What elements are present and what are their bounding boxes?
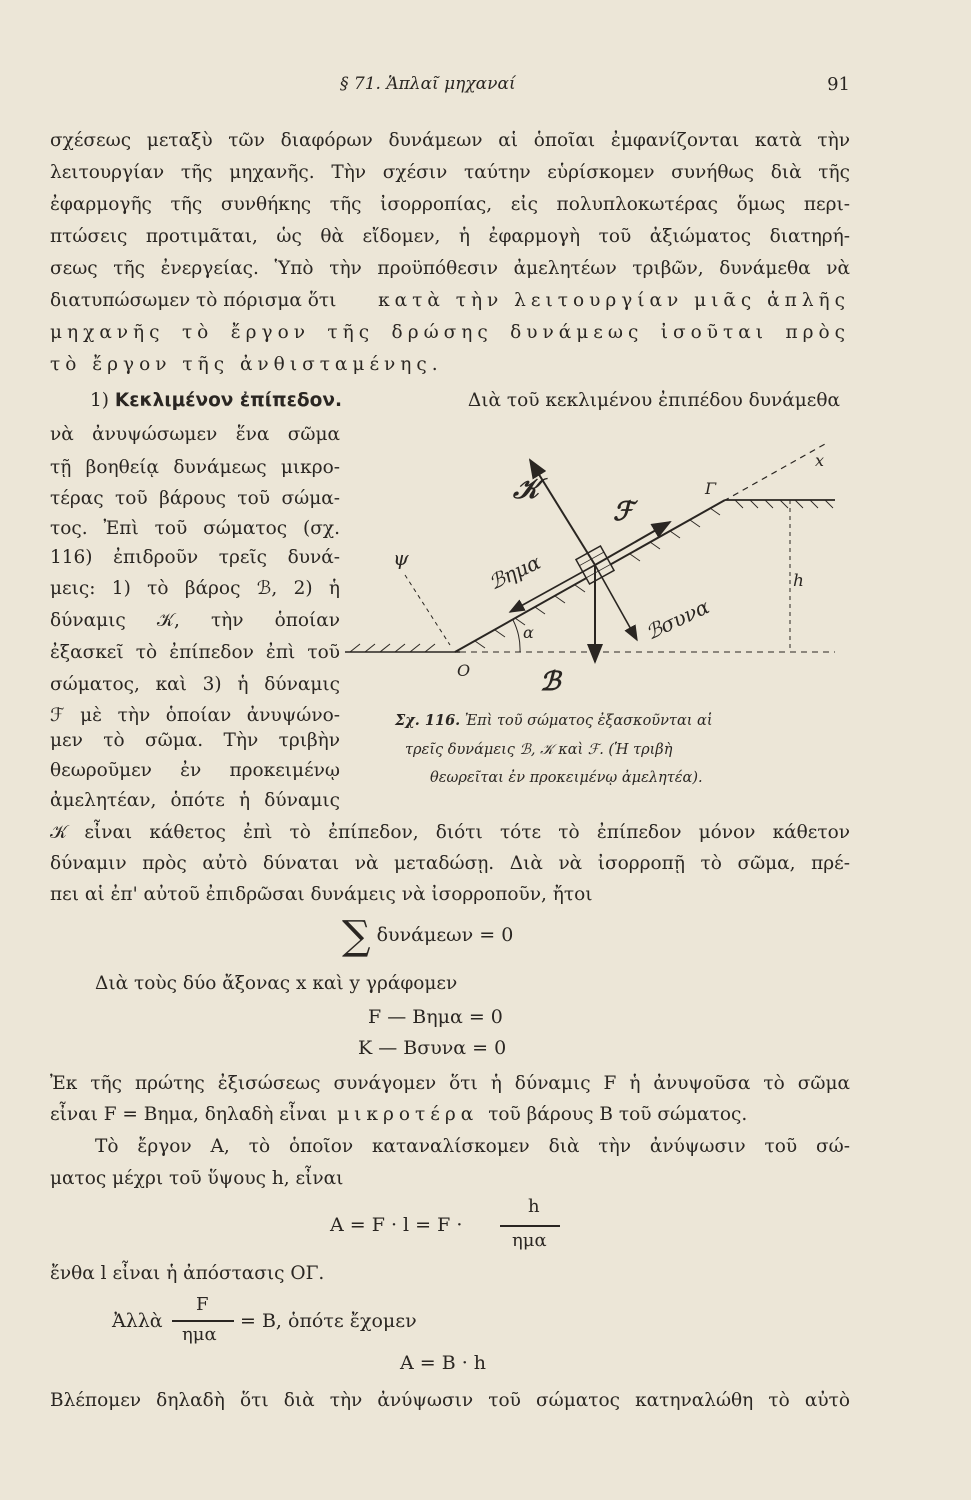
fraction-denominator: ημα — [512, 1230, 547, 1251]
fraction-denominator: ημα — [182, 1324, 217, 1345]
figure-caption-line — [395, 712, 713, 729]
label-psi: ψ — [393, 546, 409, 570]
text-line: τῇ βοηθείᾳ δυνάμεως μικρο- — [50, 457, 340, 478]
label-h: h — [793, 571, 804, 591]
label-F: ℱ — [613, 497, 634, 527]
text-line: σχέσεως μεταξὺ τῶν διαφόρων δυνάμεων αἱ ὁποῖαι ἐμφανίζονται κατὰ τὴν — [50, 130, 850, 151]
text-line: μεν τὸ σῶμα. Τὴν τριβὴν — [50, 730, 340, 751]
running-title: § 71. Ἁπλαῖ μηχαναί — [340, 74, 516, 94]
label-Gamma: Γ — [705, 479, 717, 498]
text-line: νὰ ἀνυψώσωμεν ἕνα σῶμα — [50, 424, 340, 445]
spaced-emphasis: τὸ ἔργον τῆς ἀνθισταμένης. — [50, 354, 443, 375]
text-line: τος. Ἐπὶ τοῦ σώματος (σχ. — [50, 518, 340, 539]
sum-symbol: ∑ — [342, 913, 371, 959]
text-line — [50, 292, 850, 311]
label-B-sin: ℬημα — [484, 549, 545, 595]
text-fragment: τοῦ βάρους B τοῦ σώματος. — [488, 1104, 748, 1125]
section-heading-line — [90, 392, 840, 411]
spaced-emphasis: μικροτέρα — [337, 1104, 479, 1125]
label-x: x — [815, 451, 825, 470]
alla-word: Ἀλλὰ — [112, 1310, 163, 1332]
text-line: Ἐκ τῆς πρώτης ἐξισώσεως συνάγομεν ὅτι ἡ δύναμις F ἡ ἀνυψοῦσα τὸ σῶμα — [50, 1073, 850, 1094]
caption-label: Σχ. 116. — [395, 712, 461, 729]
page-header — [50, 74, 850, 100]
text-line — [50, 1106, 850, 1125]
text-line: ἐφαρμογῆς τῆς συνθήκης τῆς ἰσορροπίας, εἰς πολυπλοκωτέρας ὅμως περι- — [50, 194, 850, 215]
equation-1: F — Bημα = 0 — [368, 1006, 503, 1028]
text-line: Βλέπομεν δηλαδὴ ὅτι διὰ τὴν ἀνύψωσιν τοῦ σώματος κατηναλώθη τὸ αὐτὸ — [50, 1390, 850, 1411]
text-line: λειτουργίαν τῆς μηχανῆς. Τὴν σχέσιν ταύτην εὑρίσκομεν συνήθως διὰ τῆς — [50, 162, 850, 183]
spaced-emphasis: μηχανῆς τὸ ἔργον τῆς δρώσης δυνάμεως ἰσοῦται πρὸς — [50, 322, 850, 343]
text-line: 𝒦 εἶναι κάθετος ἐπὶ τὸ ἐπίπεδον, διότι τότε τὸ ἐπίπεδον μόνον κάθετον — [50, 822, 850, 843]
text-line: 116) ἐπιδροῦν τρεῖς δυνά- — [50, 547, 340, 568]
figure-116-inclined-plane — [345, 440, 845, 700]
label-B-cos: ℬσυνα — [641, 594, 714, 645]
sum-text: δυνάμεων = 0 — [376, 924, 514, 946]
text-line: σώματος, καὶ 3) ἡ δύναμις — [50, 674, 340, 695]
equation-sum — [342, 913, 514, 959]
text-line: ἐξασκεῖ τὸ ἐπίπεδον ἐπὶ τοῦ — [50, 642, 340, 663]
label-K: 𝒦 — [513, 472, 540, 505]
fraction-bar — [172, 1320, 234, 1322]
text-line: Τὸ ἔργον A, τὸ ὁποῖον καταναλίσκομεν διὰ τὴν ἀνύψωσιν τοῦ σώ- — [95, 1136, 850, 1157]
equation-A: A = F · l = F · — [330, 1214, 463, 1236]
figure-caption-line: τρεῖς δυνάμεις ℬ, 𝒦 καὶ ℱ. (Ἡ τριβὴ — [405, 742, 673, 758]
text-line: ματος μέχρι τοῦ ὕψους h, εἶναι — [50, 1168, 344, 1189]
section-number: 1) — [90, 390, 109, 411]
text-line: θεωροῦμεν ἐν προκειμένῳ — [50, 760, 340, 781]
text-line: ἀμελητέαν, ὁπότε ἡ δύναμις — [50, 790, 340, 811]
text-line: τέρας τοῦ βάρους τοῦ σώμα- — [50, 488, 340, 509]
equation-final: A = B · h — [400, 1352, 487, 1374]
text-fragment: Διὰ τοῦ κεκλιμένου ἐπιπέδου δυνάμεθα — [467, 390, 840, 411]
text-line: μεις: 1) τὸ βάρος ℬ, 2) ἡ — [50, 578, 340, 599]
text-line: πει αἱ ἐπ' αὐτοῦ ἐπιδρῶσαι δυνάμεις νὰ ἰσορροποῦν, ἤτοι — [50, 884, 593, 905]
label-O: O — [457, 661, 471, 680]
spaced-emphasis: κατὰ τὴν λειτουργίαν μιᾶς ἁπλῆς — [378, 290, 850, 311]
text-line: ἔνθα l εἶναι ἡ ἀπόστασις OΓ. — [50, 1263, 325, 1284]
page-number: 91 — [827, 74, 850, 95]
text-line: Διὰ τοὺς δύο ἄξονας x καὶ y γράφομεν — [95, 973, 458, 994]
equation-2: K — Bσυνα = 0 — [358, 1037, 507, 1059]
label-B: ℬ — [540, 667, 561, 697]
text-fragment: εἶναι F = Bημα, δηλαδὴ εἶναι — [50, 1104, 328, 1125]
fraction-numerator: h — [528, 1196, 540, 1217]
text-line: πτώσεις προτιμᾶται, ὡς θὰ εἴδομεν, ἡ ἐφαρμογὴ τοῦ ἀξιώματος διατηρή- — [50, 226, 850, 247]
alla-rhs: = B, ὁπότε ἔχομεν — [240, 1310, 417, 1332]
section-title: Κεκλιμένον ἐπίπεδον. — [114, 390, 342, 411]
label-alpha: α — [523, 623, 534, 642]
fraction-numerator: F — [196, 1294, 209, 1315]
text-line: σεως τῆς ἐνεργείας. Ὑπὸ τὴν προϋπόθεσιν ἀμελητέων τριβῶν, δυνάμεθα νὰ — [50, 258, 850, 279]
text-line: ℱ μὲ τὴν ὁποίαν ἀνυψώνο- — [50, 705, 340, 726]
fraction-bar — [500, 1225, 560, 1227]
text-line: δύναμις 𝒦, τὴν ὁποίαν — [50, 610, 340, 631]
figure-caption-line: θεωρεῖται ἐν προκειμένῳ ἀμελητέα). — [430, 770, 703, 786]
text-line: δύναμιν πρὸς αὐτὸ δύναται νὰ μεταδώσῃ. Διὰ νὰ ἰσορροπῇ τὸ σῶμα, πρέ- — [50, 853, 850, 874]
text-fragment: διατυπώσωμεν τὸ πόρισμα ὅτι — [50, 290, 337, 311]
caption-text: Ἐπὶ τοῦ σώματος ἐξασκοῦνται αἱ — [464, 713, 713, 729]
